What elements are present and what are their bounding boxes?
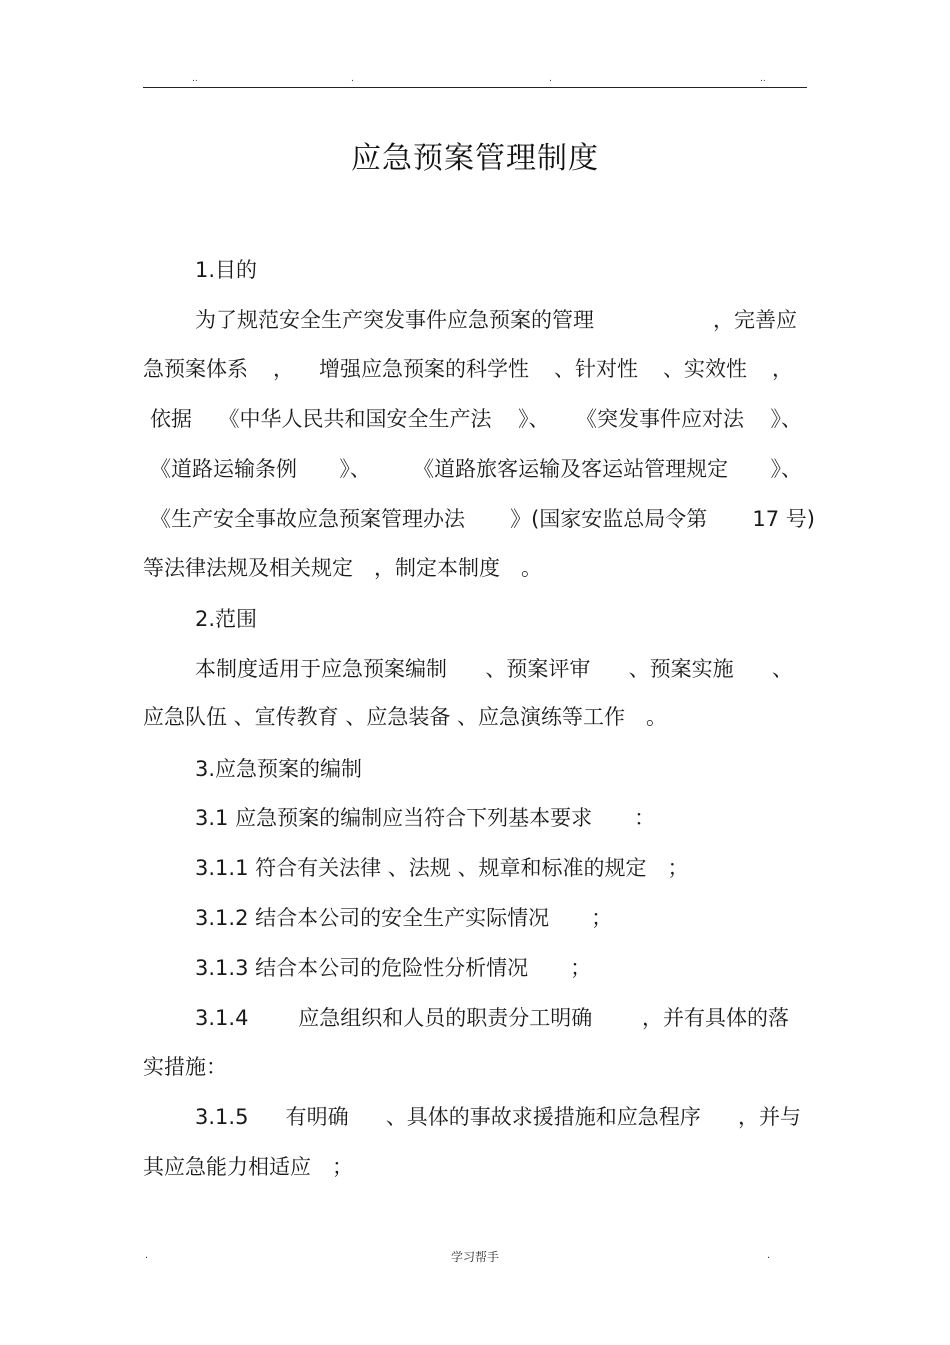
paragraph-line: 《道路运输条例 》、 《道路旅客运输及客运站管理规定 》、 [150,457,802,481]
header-mark-3: . [549,74,552,84]
clause-3-1: 3.1 应急预案的编制应当符合下列基本要求 ： [195,806,656,830]
section-heading-scope: 2.范围 [195,607,258,631]
footer-right-mark: . [767,1250,771,1261]
paragraph-line: 实措施： [143,1055,227,1079]
header-mark-1: .. [192,74,198,84]
section-heading-purpose: 1.目的 [195,258,258,282]
paragraph-line: 等法律法规及相关规定 ，制定本制度 。 [143,556,542,580]
clause-3-1-5: 3.1.5 有明确 、具体的事故求援措施和应急程序 ，并与 [195,1105,801,1129]
clause-3-1-4: 3.1.4 应急组织和人员的职责分工明确 ，并有具体的落 [195,1006,789,1030]
paragraph-line: 应急队伍 、宣传教育 、应急装备 、应急演练等工作 。 [143,705,668,729]
footer-left-mark: . [145,1250,149,1261]
footer-text: 学习帮手 [450,1250,499,1264]
paragraph-line: 其应急能力相适应 ； [143,1155,353,1179]
header-divider [143,87,807,88]
paragraph-line: 本制度适用于应急预案编制 、预案评审 、预案实施 、 [195,657,793,681]
clause-3-1-2: 3.1.2 结合本公司的安全生产实际情况 ； [195,906,613,930]
paragraph-line: 《生产安全事故应急预案管理办法 》(国家安监总局令第 17 号) [150,507,815,531]
paragraph-line: 依据 《中华人民共和国安全生产法 》、 《突发事件应对法 》、 [150,407,802,431]
document-title: 应急预案管理制度 [351,141,599,176]
paragraph-line: 急预案体系 ， 增强应急预案的科学性 、针对性 、实效性 ， [143,357,793,381]
clause-3-1-1: 3.1.1 符合有关法律 、法规 、规章和标准的规定 ； [195,856,689,880]
header-mark-4: .. [760,74,766,84]
section-heading-preparation: 3.应急预案的编制 [195,757,363,781]
header-mark-2: . [351,74,354,84]
clause-3-1-3: 3.1.3 结合本公司的危险性分析情况 ； [195,956,592,980]
paragraph-line: 为了规范安全生产突发事件应急预案的管理 ，完善应 [195,308,797,332]
